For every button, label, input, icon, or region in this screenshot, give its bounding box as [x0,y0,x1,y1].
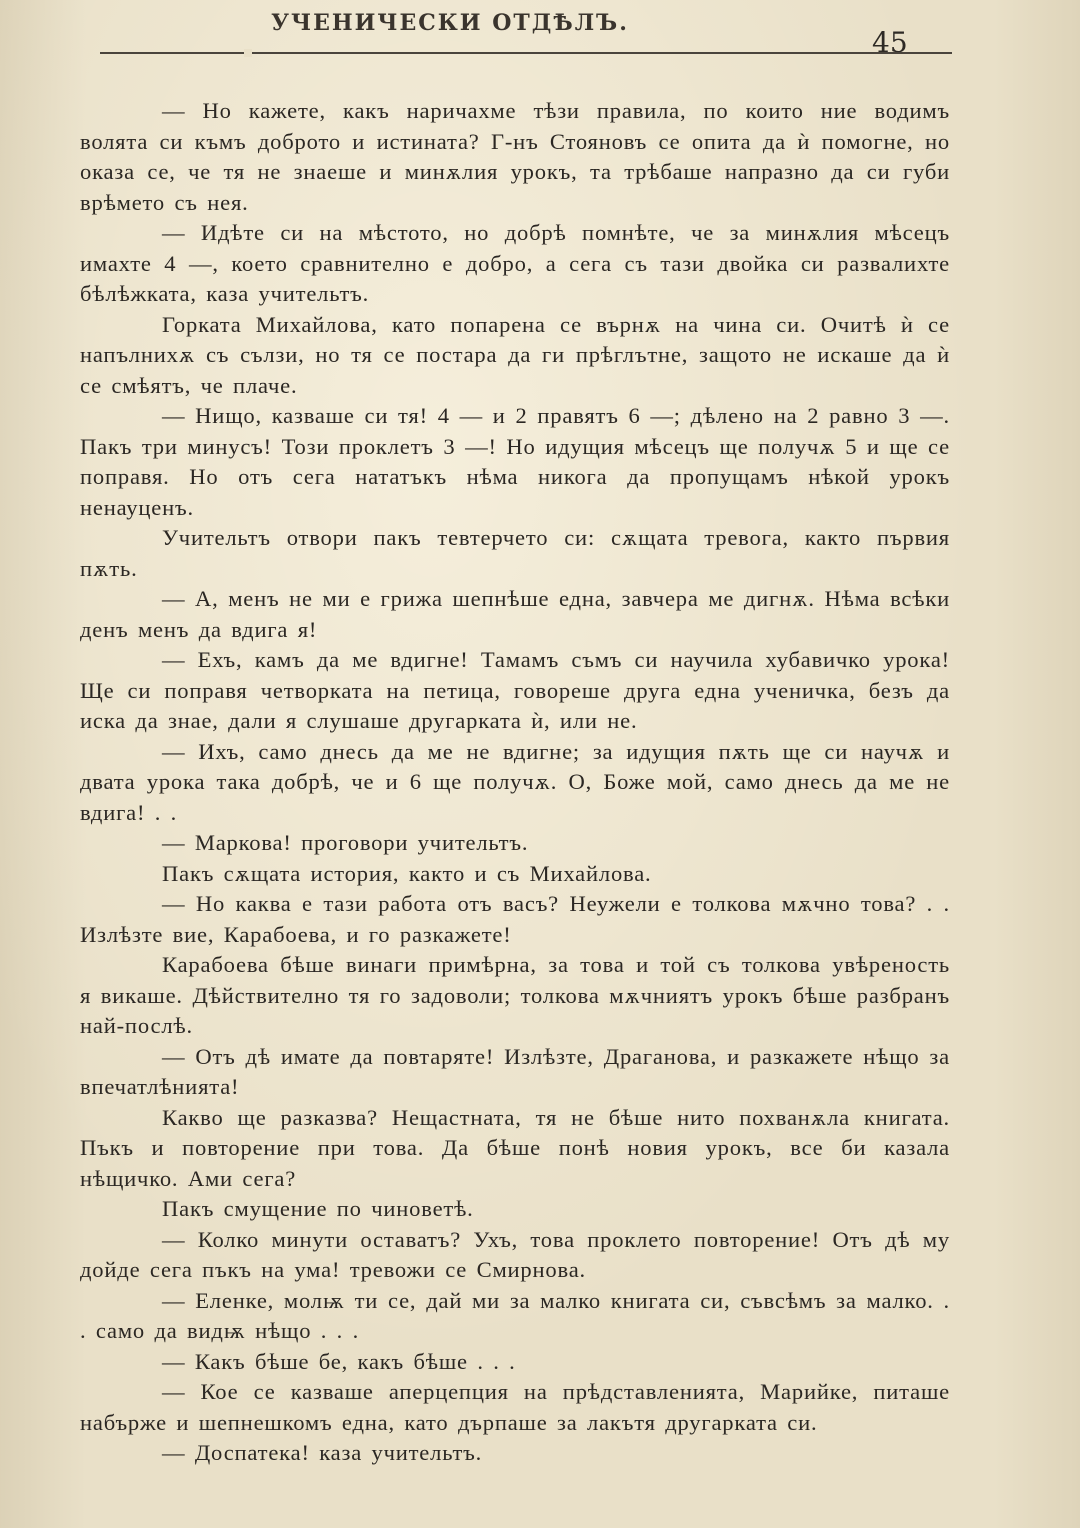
paragraph: — Но кажете, какъ наричахме тѣзи правила, по които ние водимъ волята си къмъ доброто и истината? Г-нъ Стояновъ се опита да ѝ помогне, но оказа се, че тя не знаеше и минѫлия урокъ, та трѣбаше напразно да си губи врѣмето съ нея. [80,98,950,215]
paragraph: — Какъ бѣше бе, какъ бѣше . . . [162,1348,516,1374]
paragraph: — Ехъ, камъ да ме вдигне! Тамамъ съмъ си научила хубавичко урока! Ще си поправя четворката на петица, говореше друга една ученичка, безъ да иска да знае, дали я слушаше другарката ѝ, или не. [80,647,950,733]
paragraph: — Маркова! проговори учительтъ. [162,830,529,855]
paragraph: Какво ще разказва? Нещастната, тя не бѣше нито похванѫла книгата. Пъкъ и повторение при това. Да бѣше понѣ новия урокъ, все би казала нѣщичко. Ами сега? [80,1104,950,1191]
running-header: УЧЕНИЧЕСКИ ОТДѢЛЪ. [271,10,629,36]
paragraph: Пакъ сѫщата история, както и съ Михайлова. [162,860,652,886]
paragraph: — Еленке, молѭ ти се, дай ми за малко книгата си, съвсѣмъ за малко. . . само да видѭ нѣщо . . . [80,1287,950,1343]
page-number: 45 [872,26,908,59]
paragraph: — А, менъ не ми е грижа шепнѣше една, завчера ме дигнѫ. Нѣма всѣки денъ менъ да вдига я! [80,586,950,642]
paragraph: Пакъ смущение по чиноветѣ. [162,1196,474,1221]
paragraph: Учительтъ отвори пакъ тевтерчето си: сѫщата тревога, както първия пѫть. [80,525,950,581]
header-rule [100,52,952,54]
paragraph: — Колко минути оставатъ? Ухъ, това проклето повторение! Отъ дѣ му дойде сега пъкъ на ума! тревожи се Смирнова. [80,1226,950,1282]
paragraph: Карабоева бѣше винаги примѣрна, за това и той съ толкова увѣреность я викаше. Дѣйствително тя го задоволи; толкова мѫчниятъ урокъ бѣше разбранъ най-послѣ. [80,952,950,1038]
paragraph: — Идѣте си на мѣстото, но добрѣ помнѣте, че за минѫлия мѣсецъ имахте 4 —, което сравнително е добро, а сега съ тази двойка си развалихте бѣлѣжката, каза учительтъ. [80,220,950,306]
paragraph: — Но каква е тази работа отъ васъ? Неужели е толкова мѫчно това? . . Излѣзте вие, Карабоева, и го разкажете! [80,891,950,947]
paragraph: — Нищо, казваше си тя! 4 — и 2 правятъ 6 —; дѣлено на 2 равно 3 —. Пакъ три минусъ! Този проклетъ 3 —! Но идущия мѣсецъ ще получѫ 5 и ще се поправя. Но отъ сега нататъкъ нѣма никога да пропущамъ нѣкой урокъ ненауценъ. [80,403,950,520]
body-text [80,96,950,1469]
paragraph: Горката Михайлова, като попарена се върнѫ на чина си. Очитѣ ѝ се напълнихѫ съ сълзи, но тя се постара да ги прѣглътне, защото не искаше да ѝ се смѣятъ, че плаче. [80,311,950,398]
paragraph: — Отъ дѣ имате да повтаряте! Излѣзте, Драганова, и разкажете нѣщо за впечатлѣнията! [80,1043,950,1099]
header-rule-break [244,49,252,57]
paragraph: — Ихъ, само днесь да ме не вдигне; за идущия пѫть ще си научѫ и двата урока така добрѣ, че и 6 ще получѫ. О, Боже мой, само днесь да ме не вдига! . . [80,738,950,825]
paragraph: — Доспатека! каза учительтъ. [162,1440,483,1465]
paragraph: — Кое се казваше аперцепция на прѣдставленията, Марийке, питаше набърже и шепнешкомъ една, като дърпаше за лакътя другарката си. [80,1379,950,1435]
